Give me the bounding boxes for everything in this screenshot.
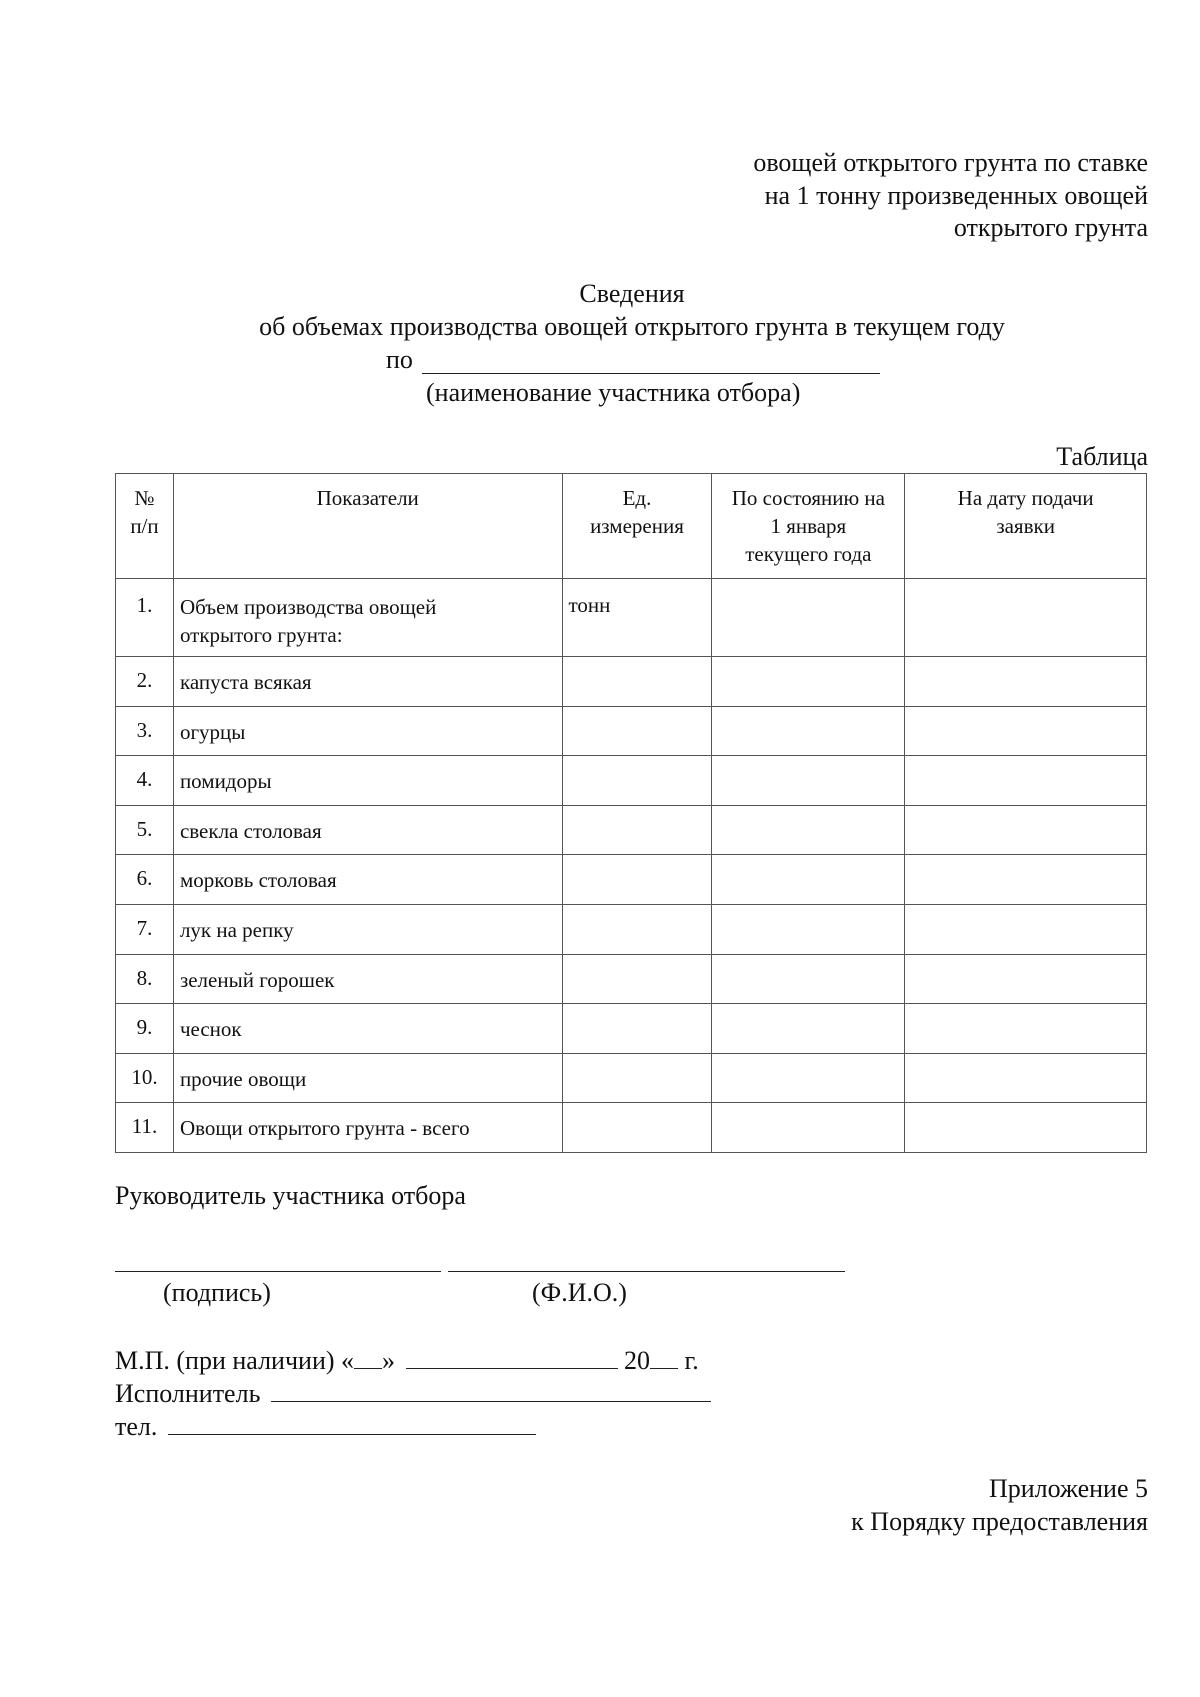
row-number: 4.	[116, 756, 174, 806]
row-jan1-cell[interactable]	[712, 756, 905, 806]
column-header-number: № п/п	[116, 474, 174, 579]
row-unit	[562, 954, 712, 1004]
row-unit	[562, 805, 712, 855]
table-header-row	[116, 474, 1147, 579]
row-date-cell[interactable]	[905, 706, 1147, 756]
executor-label: Исполнитель	[115, 1379, 261, 1408]
row-jan1-cell[interactable]	[712, 1103, 905, 1153]
row-unit	[562, 1103, 712, 1153]
row-unit	[562, 904, 712, 954]
header-right-line-1: овощей открытого грунта по ставке	[753, 148, 1148, 177]
data-table	[115, 473, 1147, 1153]
fio-caption: (Ф.И.О.)	[532, 1278, 627, 1307]
row-date-cell[interactable]	[905, 1004, 1147, 1054]
row-number: 1.	[116, 579, 174, 657]
participant-name-line[interactable]	[422, 373, 880, 374]
column-header-unit: Ед. измерения	[562, 474, 712, 579]
row-jan1-cell[interactable]	[712, 579, 905, 657]
row-indicator: Овощи открытого грунта - всего	[173, 1103, 562, 1153]
row-unit	[562, 1053, 712, 1103]
executor-field[interactable]	[271, 1377, 711, 1402]
row-number: 6.	[116, 855, 174, 905]
row-date-cell[interactable]	[905, 855, 1147, 905]
head-of-participant-label: Руководитель участника отбора	[115, 1181, 466, 1210]
row-jan1-cell[interactable]	[712, 1004, 905, 1054]
row-number: 2.	[116, 657, 174, 707]
row-date-cell[interactable]	[905, 1053, 1147, 1103]
row-unit	[562, 706, 712, 756]
row-number: 9.	[116, 1004, 174, 1054]
row-date-cell[interactable]	[905, 657, 1147, 707]
document-title: Сведения	[579, 279, 685, 308]
row-date-cell[interactable]	[905, 805, 1147, 855]
phone-label: тел.	[115, 1412, 158, 1441]
column-header-indicators: Показатели	[173, 474, 562, 579]
row-date-cell[interactable]	[905, 579, 1147, 657]
row-indicator: свекла столовая	[173, 805, 562, 855]
day-field[interactable]	[354, 1344, 382, 1369]
table-row	[116, 657, 1147, 707]
row-unit: тонн	[562, 579, 712, 657]
executor-line	[115, 1377, 711, 1410]
row-date-cell[interactable]	[905, 954, 1147, 1004]
row-indicator: чеснок	[173, 1004, 562, 1054]
mp-line	[115, 1344, 699, 1377]
table-row	[116, 579, 1147, 657]
row-unit	[562, 1004, 712, 1054]
row-jan1-cell[interactable]	[712, 954, 905, 1004]
table-row	[116, 1004, 1147, 1054]
row-indicator: прочие овощи	[173, 1053, 562, 1103]
document-subtitle: об объемах производства овощей открытого грунта в текущем году	[259, 312, 1005, 341]
row-indicator: Объем производства овощей открытого грунта:	[173, 579, 562, 657]
table-row	[116, 706, 1147, 756]
table-label: Таблица	[1056, 442, 1148, 471]
row-number: 3.	[116, 706, 174, 756]
phone-field[interactable]	[168, 1410, 536, 1435]
row-unit	[562, 756, 712, 806]
row-number: 5.	[116, 805, 174, 855]
participant-caption: (наименование участника отбора)	[426, 378, 801, 407]
row-date-cell[interactable]	[905, 904, 1147, 954]
header-right-line-3: открытого грунта	[953, 213, 1148, 242]
row-unit	[562, 855, 712, 905]
row-jan1-cell[interactable]	[712, 855, 905, 905]
mp-label: М.П. (при наличии) «	[115, 1346, 355, 1375]
row-number: 8.	[116, 954, 174, 1004]
row-unit	[562, 657, 712, 707]
table-row	[116, 805, 1147, 855]
row-jan1-cell[interactable]	[712, 706, 905, 756]
signature-caption: (подпись)	[163, 1278, 271, 1307]
table-row	[116, 1103, 1147, 1153]
row-number: 7.	[116, 904, 174, 954]
row-jan1-cell[interactable]	[712, 1053, 905, 1103]
table-row	[116, 1053, 1147, 1103]
row-indicator: капуста всякая	[173, 657, 562, 707]
column-header-jan1: По состоянию на 1 января текущего года	[712, 474, 905, 579]
row-indicator: зеленый горошек	[173, 954, 562, 1004]
row-date-cell[interactable]	[905, 1103, 1147, 1153]
phone-line	[115, 1410, 536, 1443]
table-row	[116, 855, 1147, 905]
year-prefix: 20	[624, 1346, 651, 1375]
table-row	[116, 954, 1147, 1004]
row-jan1-cell[interactable]	[712, 805, 905, 855]
row-number: 11.	[116, 1103, 174, 1153]
row-indicator: морковь столовая	[173, 855, 562, 905]
fio-line[interactable]	[448, 1271, 845, 1272]
mp-close-quote: »	[382, 1346, 396, 1375]
appendix-title: Приложение 5	[988, 1474, 1148, 1503]
row-indicator: лук на репку	[173, 904, 562, 954]
table-row	[116, 904, 1147, 954]
header-right-line-2: на 1 тонну произведенных овощей	[764, 181, 1148, 210]
year-suffix: г.	[684, 1346, 699, 1375]
column-header-application-date: На дату подачи заявки	[905, 474, 1147, 579]
year-field[interactable]	[650, 1344, 678, 1369]
row-number: 10.	[116, 1053, 174, 1103]
month-field[interactable]	[406, 1344, 618, 1369]
po-label: по	[386, 345, 413, 374]
row-jan1-cell[interactable]	[712, 904, 905, 954]
row-jan1-cell[interactable]	[712, 657, 905, 707]
row-indicator: огурцы	[173, 706, 562, 756]
row-date-cell[interactable]	[905, 756, 1147, 806]
table-row	[116, 756, 1147, 806]
row-indicator: помидоры	[173, 756, 562, 806]
appendix-subtitle: к Порядку предоставления	[851, 1507, 1148, 1536]
signature-line[interactable]	[115, 1271, 441, 1272]
